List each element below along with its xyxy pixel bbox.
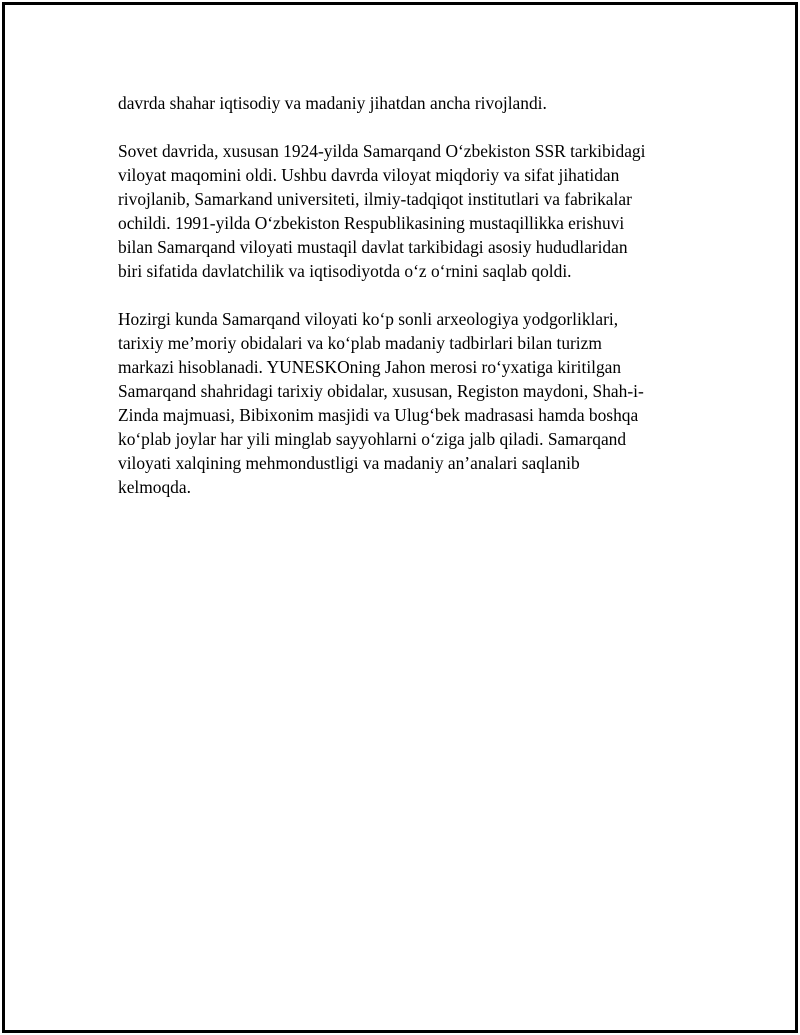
paragraph-1: davrda shahar iqtisodiy va madaniy jihatdan ancha rivojlandi. — [118, 93, 547, 113]
paragraph-2: Sovet davrida, xususan 1924-yilda Samarqand O‘zbekiston SSR tarkibidagi viloyat maqomini oldi. Ushbu davrda viloyat miqdoriy va sifat jihatidan rivojlanib, Samarkand universiteti, ilmiy-tadqiqot institutlari va fabrikalar ochildi. 1991-yilda O‘zbekiston Respublikasining mustaqillikka erishuvi bilan Samarqand viloyati mustaqil davlat tarkibidagi asosiy hududlaridan biri sifatida davlatchilik va iqtisodiyotda o‘z o‘rnini saqlab qoldi. — [118, 141, 646, 281]
document-body — [118, 91, 680, 523]
paragraph-3: Hozirgi kunda Samarqand viloyati ko‘p sonli arxeologiya yodgorliklari, tarixiy me’moriy obidalari va ko‘plab madaniy tadbirlari bilan turizm markazi hisoblanadi. YUNESKOning Jahon merosi ro‘yxatiga kiritilgan Samarqand shahridagi tarixiy obidalar, xususan, Registon maydoni, Shah-i- Zinda majmuasi, Bibixonim masjidi va Ulug‘bek madrasasi hamda boshqa ko‘plab joylar har yili minglab sayyohlarni o‘ziga jalb qiladi. Samarqand viloyati xalqining mehmondustligi va madaniy an’analari saqlanib kelmoqda. — [118, 309, 644, 497]
